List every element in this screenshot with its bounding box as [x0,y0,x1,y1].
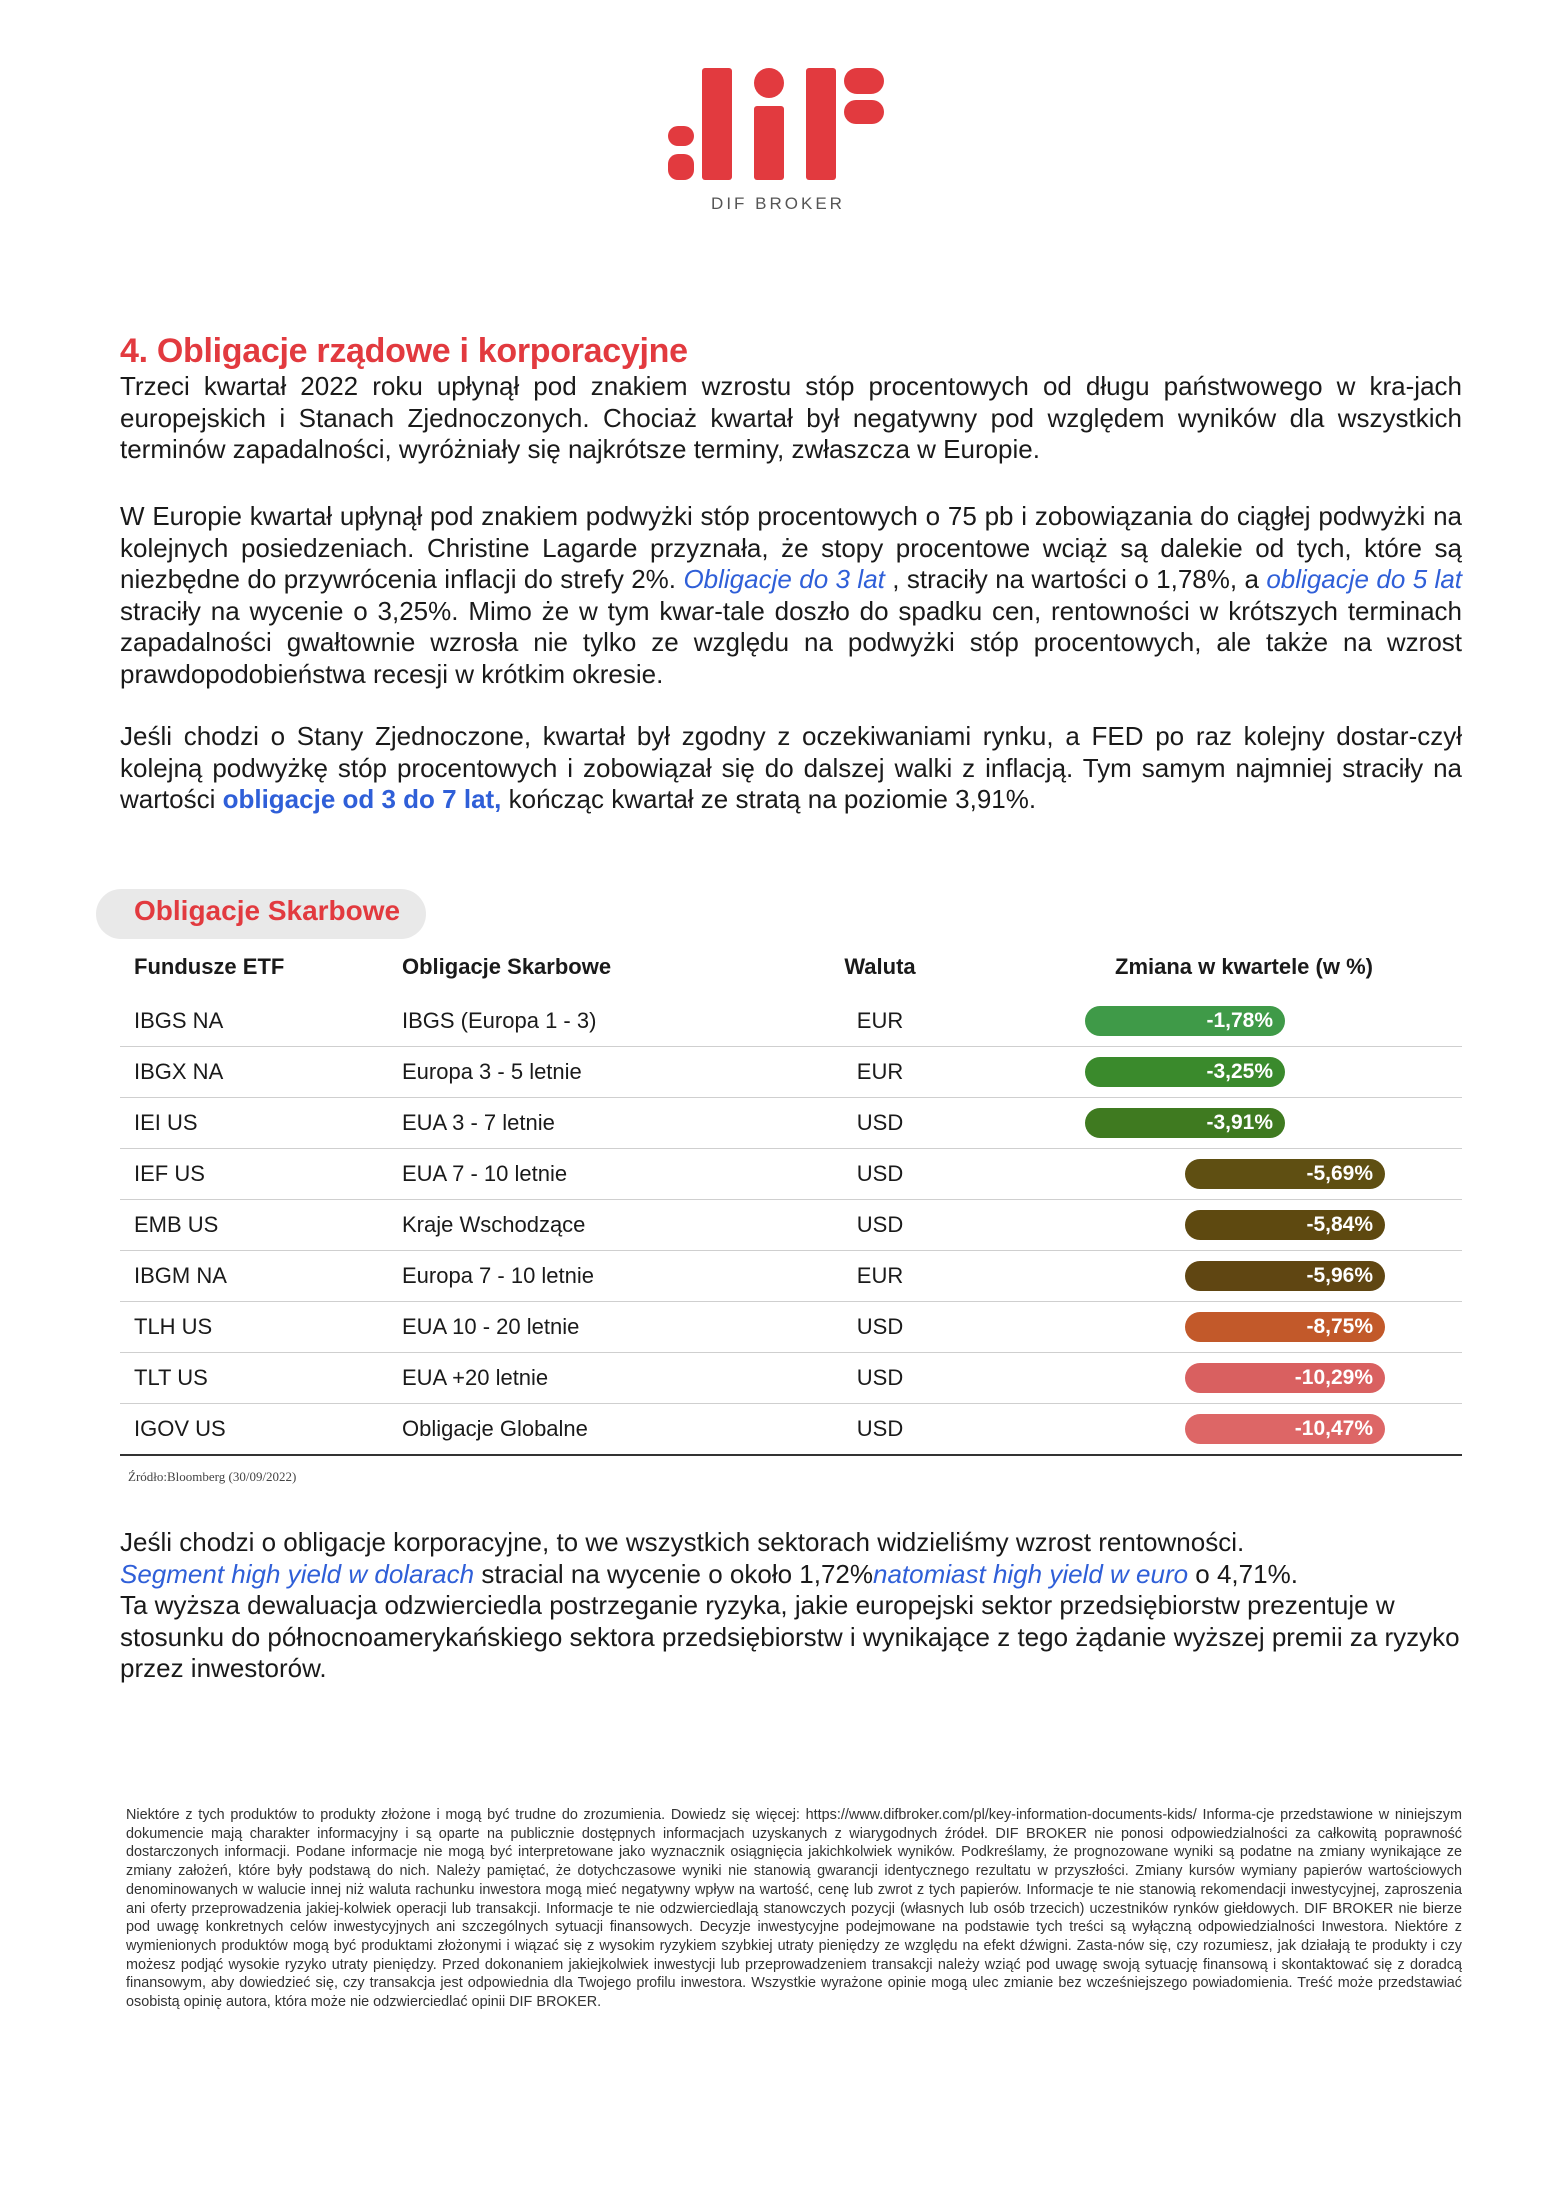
table-row [120,1098,1462,1149]
header-change: Zmiana w kwartele (w %) [1115,954,1373,979]
table-header [120,944,1462,996]
cell-etf: IGOV US [134,1416,226,1441]
change-bar-track [1085,1210,1415,1240]
paragraph-text: Jeśli chodzi o obligacje korporacyjne, to we wszystkich sektorach widzieliśmy wzrost rentowności. [120,1527,1245,1557]
change-bar: -5,84% [1185,1210,1385,1240]
paragraph-us [120,721,1462,816]
disclaimer: Niektóre z tych produktów to produkty złożone i mogą być trudne do zrozumienia. Dowiedz się więcej: https://www.difbroker.com/pl/key-information-documents-kids/ Informa-cje przedstawione w niniejszym dokumencie mają charakter informacyjny i są oparte na publicznie dostępnych informacjach uzyskanych z wiarygodnych źródeł. DIF BROKER nie ponosi odpowiedzialności za całkowitą poprawność dostarczonych informacji. Podane informacje nie mogą być interpretowane jako wyznacznik osiągnięcia jakichkolwiek wyników. Podkreślamy, że prognozowane wyniki są podatne na zmiany wynikające ze zmiany założeń, które były podstawą do nich. Należy pamiętać, że dotychczasowe wyniki nie stanowią gwarancji identycznego rezultatu w przyszłości. Zmiany kursów wymiany papierów wartościowych denominowanych w walucie innej niż waluta rachunku inwestora mogą mieć negatywny wpływ na wartość, cenę lub zwrot z tych papierów. Informacje te nie stanowią rekomendacji inwestycyjnej, zaproszenia ani oferty przeprowadzenia jakiej-kolwiek operacji lub transakcji. Informacje te nie odzwierciedlają stanowczych pozycji (własnych lub osób trzecich) uczestników rynków giełdowych. DIF BROKER nie bierze pod uwagę konkretnych celów inwestycyjnych ani szczególnych sytuacji finansowych. Decyzje inwestycyjne podejmowane na podstawie tych treści są wyłączną odpowiedzialności Inwestora. Niektóre z wymienionych produktów mogą być produktami złożonymi i wiązać się z wysokim ryzykiem szybkiej utraty pieniędzy ze względu na efekt dźwigni. Zasta-nów się, czy rozumiesz, jak działają te produkty i czy możesz podjąć wysokie ryzyko utraty pieniędzy. Przed dokonaniem jakiejkolwiek inwestycji lub przeprowadzeniem transakcji należy wziąć pod uwagę swoją sytuację finansową i skontaktować się z doradcą finansowym, aby dowiedzieć się, czy transakcja jest odpowiednia dla Twojego profilu inwestora. Wszystkie wyrażone opinie mogą ulec zmianie bez wcześniejszego powiadomienia. Treść może przedstawiać osobistą opinię autora, która może nie odzwierciedlać opinii DIF BROKER. [126,1807,1462,2011]
change-bar-track [1085,1108,1415,1138]
cell-currency: USD [856,1212,904,1237]
paragraph-europe [120,501,1462,690]
table-row [120,1404,1462,1456]
change-bar: -5,69% [1185,1159,1385,1189]
cell-currency: USD [856,1365,904,1390]
change-bar-track [1085,1363,1415,1393]
paragraph-corporate [120,1527,1462,1685]
cell-etf: TLH US [134,1314,213,1339]
link-bonds-3-7y[interactable]: obligacje od 3 do 7 lat, [222,784,502,814]
cell-bond: EUA 10 - 20 letnie [402,1314,580,1339]
cell-currency: EUR [856,1008,904,1033]
cell-bond: IBGS (Europa 1 - 3) [402,1008,597,1033]
cell-currency: USD [856,1110,904,1135]
link-high-yield-usd[interactable]: Segment high yield w dolarach [120,1558,475,1589]
cell-currency: EUR [856,1263,904,1288]
cell-etf: TLT US [134,1365,208,1390]
change-bar-track [1085,1159,1415,1189]
change-bar: -8,75% [1185,1312,1385,1342]
paragraph-text: stracial na wycenie o około 1,72% [474,1558,873,1589]
cell-currency: EUR [856,1059,904,1084]
cell-bond: Kraje Wschodzące [402,1212,586,1237]
cell-etf: IEF US [134,1161,205,1186]
table-row [120,1149,1462,1200]
link-high-yield-eur[interactable]: natomiast high yield w euro [873,1558,1189,1589]
cell-etf: IBGX NA [134,1059,224,1084]
change-bar-track [1085,1057,1415,1087]
change-bar: -3,91% [1085,1108,1285,1138]
change-bar: -1,78% [1085,1006,1285,1036]
header-currency: Waluta [844,954,916,979]
paragraph-text: , straciły na wartości o 1,78%, a [884,564,1267,594]
cell-etf: IBGS NA [134,1008,224,1033]
bonds-table [120,944,1462,1456]
cell-currency: USD [856,1161,904,1186]
table-row [120,996,1462,1047]
section-title: 4. Obligacje rządowe i korporacyjne [120,332,688,370]
cell-bond: Europa 7 - 10 letnie [402,1263,595,1288]
brand-caption: DIF BROKER [711,194,845,213]
table-body [120,996,1462,1456]
table-row [120,1302,1462,1353]
change-bar-track [1085,1006,1415,1036]
cell-currency: USD [856,1314,904,1339]
table-row [120,1353,1462,1404]
link-bonds-5y[interactable]: obligacje do 5 lat [1266,564,1463,594]
cell-etf: IBGM NA [134,1263,227,1288]
change-bar-track [1085,1414,1415,1444]
cell-bond: EUA 7 - 10 letnie [402,1161,568,1186]
paragraph-text: straciły na wycenie o 3,25%. Mimo że w tym kwar-tale doszło do spadku cen, rentowności w krótszych terminach zapadalności gwałtownie wzrosła nie tylko ze względu na podwyżki stóp procentowych, ale także na wzrost prawdopodobieństwa recesji w krótkim okresie. [120,595,1462,689]
source-note: Źródło:Bloomberg (30/09/2022) [128,1469,297,1484]
change-bar: -3,25% [1085,1057,1285,1087]
cell-bond: EUA 3 - 7 letnie [402,1110,555,1135]
paragraph-text: Jeśli chodzi o Stany Zjednoczone, kwartał był zgodny z oczekiwaniami rynku, a FED po raz kolejny dostar-czył kolejną podwyżkę stóp procentowych i zobowiązał się do dalszej walki z inflacją. Tym samym najmniej straciły na wartości [120,721,1462,814]
paragraph-text: W Europie kwartał upłynął pod znakiem podwyżki stóp procentowych o 75 pb i zobowiązania do ciągłej podwyżki na kolejnych posiedzeniach. Christine Lagarde przyznała, że stopy procentowe wciąż są dalekie od tych, które są niezbędne do przywrócenia inflacji do strefy 2%. [120,501,1462,594]
table-label: Obligacje Skarbowe [134,895,401,926]
paragraph-text: Ta wyższa dewaluacja odzwierciedla postrzeganie ryzyka, jakie europejski sektor przedsiębiorstw prezentuje w stosunku do północnoamerykańskiego sektora przedsiębiorstw i wynikające z tego żądanie wyższej premii za ryzyko przez inwestorów. [120,1590,1460,1683]
change-bar: -5,96% [1185,1261,1385,1291]
change-bar: -10,29% [1185,1363,1385,1393]
table-row [120,1251,1462,1302]
cell-etf: EMB US [134,1212,219,1237]
dif-broker-logo [0,68,1556,214]
change-bar: -10,47% [1185,1414,1385,1444]
table-row [120,1047,1462,1098]
link-bonds-3y[interactable]: Obligacje do 3 lat [683,564,885,594]
header-etf: Fundusze ETF [134,954,285,979]
cell-bond: Obligacje Globalne [402,1416,588,1441]
cell-bond: EUA +20 letnie [402,1365,549,1390]
dif-logo-icon [668,68,888,180]
cell-bond: Europa 3 - 5 letnie [402,1059,582,1084]
change-bar-track [1085,1312,1415,1342]
paragraph-text: kończąc kwartał ze stratą na poziomie 3,91%. [501,784,1037,814]
header-bond: Obligacje Skarbowe [402,954,612,979]
change-bar-track [1085,1261,1415,1291]
table-row [120,1200,1462,1251]
cell-currency: USD [856,1416,904,1441]
cell-etf: IEI US [134,1110,198,1135]
paragraph-intro: Trzeci kwartał 2022 roku upłynął pod znakiem wzrostu stóp procentowych od długu państwowego w kra-jach europejskich i Stanach Zjednoczonych. Chociaż kwartał był negatywny pod względem wyników dla wszystkich terminów zapadalności, wyróżniały się najkrótsze terminy, zwłaszcza w Europie. [120,371,1462,464]
paragraph-text: o 4,71%. [1188,1558,1298,1589]
